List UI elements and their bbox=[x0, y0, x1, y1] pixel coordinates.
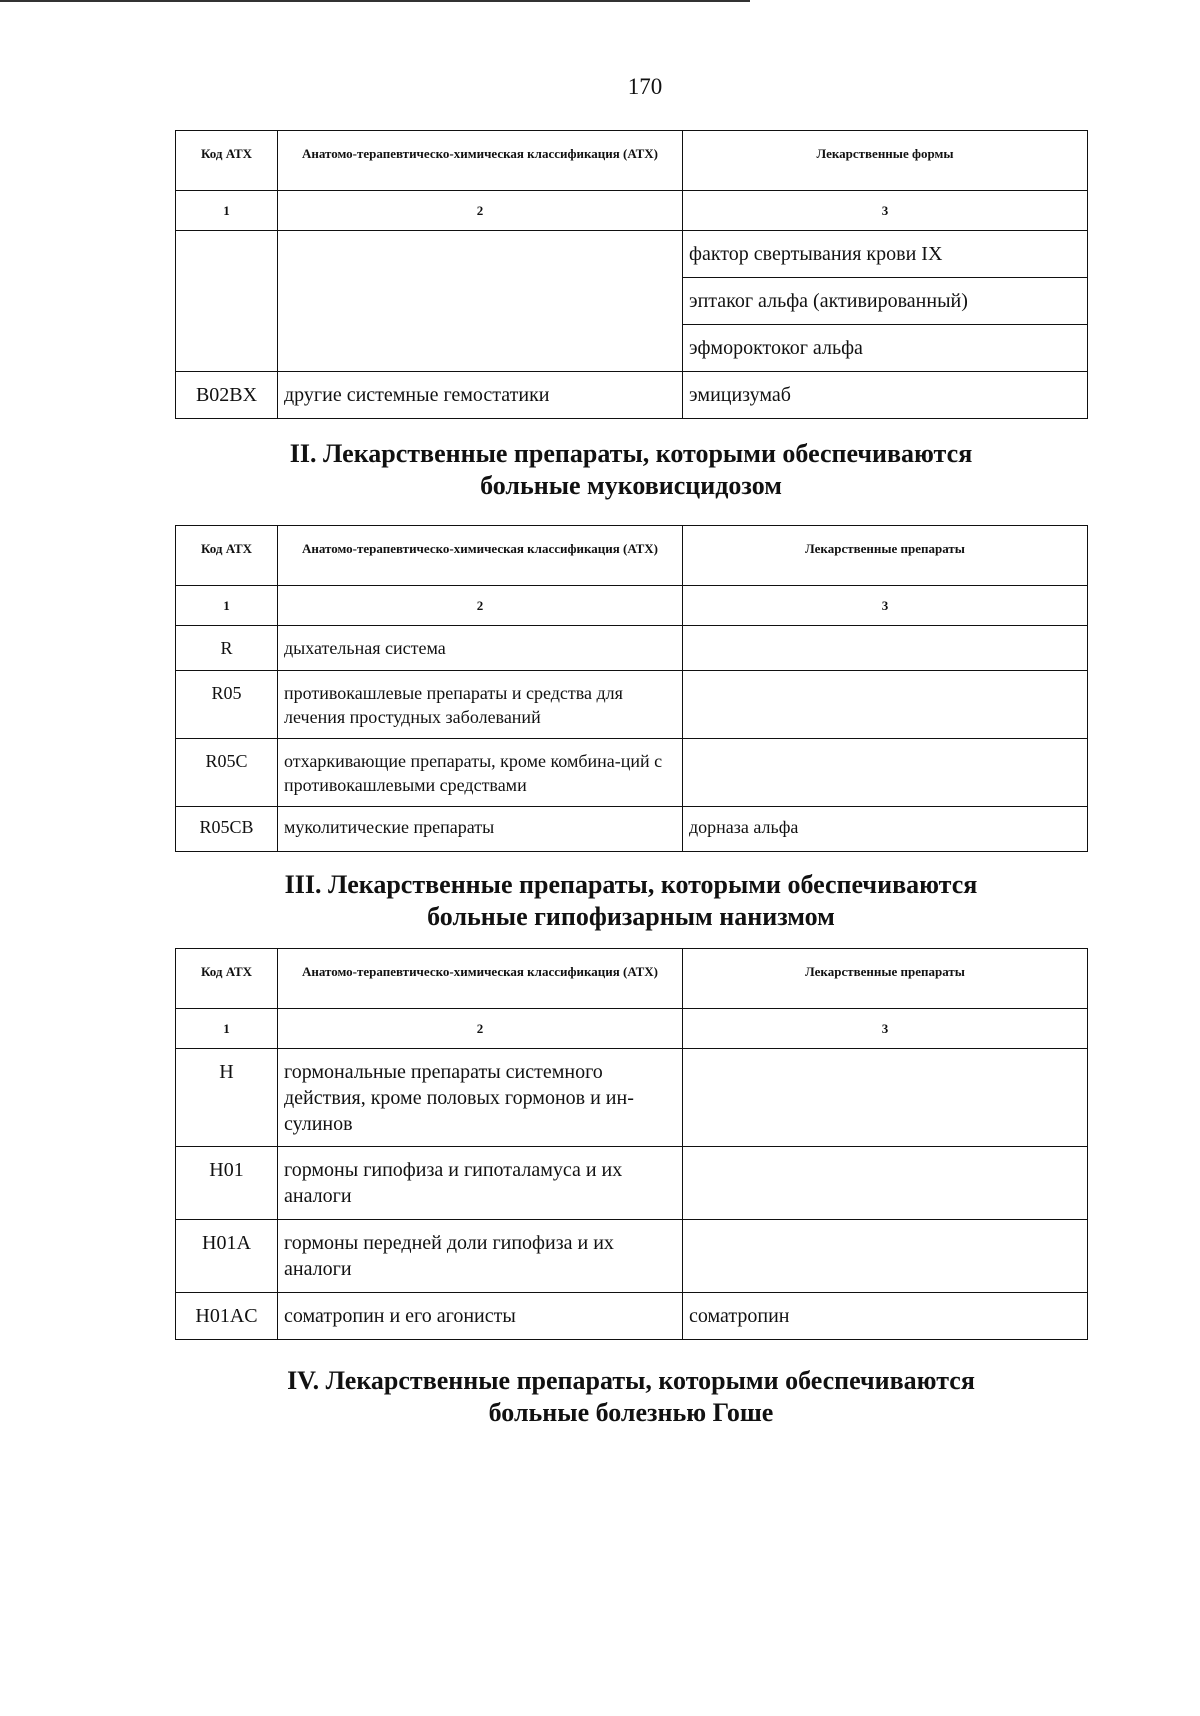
section-title-line: IV. Лекарственные препараты, которыми обеспечиваются bbox=[287, 1366, 975, 1395]
row-name: соматропин и его агонисты bbox=[278, 1293, 683, 1340]
row-drug: соматропин bbox=[683, 1293, 1088, 1340]
section-title-pituitary-dwarfism bbox=[175, 869, 1087, 933]
section-title-line: больные болезнью Гоше bbox=[488, 1398, 774, 1427]
section-title-cystic-fibrosis bbox=[175, 438, 1087, 502]
row-name: противокашлевые препараты и средства для лечения простудных заболеваний bbox=[278, 671, 683, 739]
col-num-3: 3 bbox=[683, 1009, 1088, 1049]
row-drug: эфмороктоког альфа bbox=[683, 325, 1088, 372]
row-name: гормональные препараты системного действия, кроме половых гормонов и ин-сулинов bbox=[278, 1049, 683, 1147]
row-code: R05 bbox=[176, 671, 278, 739]
row-drug: эптаког альфа (активированный) bbox=[683, 278, 1088, 325]
table-header-row bbox=[176, 949, 1088, 1009]
row-code: H01A bbox=[176, 1220, 278, 1293]
table-row bbox=[176, 626, 1088, 671]
row-drug bbox=[683, 671, 1088, 739]
table-header-row bbox=[176, 526, 1088, 586]
col-num-2: 2 bbox=[278, 586, 683, 626]
scan-border-line bbox=[0, 0, 750, 2]
row-drug bbox=[683, 1220, 1088, 1293]
table-row bbox=[176, 739, 1088, 807]
table-row bbox=[176, 1049, 1088, 1147]
row-code: H bbox=[176, 1049, 278, 1147]
col-num-2: 2 bbox=[278, 191, 683, 231]
row-drug: дорназа альфа bbox=[683, 807, 1088, 852]
table-row bbox=[176, 231, 1088, 278]
col-num-1: 1 bbox=[176, 586, 278, 626]
header-classification: Анатомо-терапевтическо-химическая классификация (АТХ) bbox=[278, 526, 683, 586]
row-code: R bbox=[176, 626, 278, 671]
section-title-line: III. Лекарственные препараты, которыми обеспечиваются bbox=[284, 870, 978, 899]
row-drug bbox=[683, 739, 1088, 807]
row-code: R05CB bbox=[176, 807, 278, 852]
table-row bbox=[176, 1220, 1088, 1293]
table-header-row bbox=[176, 131, 1088, 191]
col-num-3: 3 bbox=[683, 586, 1088, 626]
header-classification: Анатомо-терапевтическо-химическая классификация (АТХ) bbox=[278, 131, 683, 191]
row-drug: эмицизумаб bbox=[683, 372, 1088, 419]
col-num-1: 1 bbox=[176, 191, 278, 231]
table-row bbox=[176, 807, 1088, 852]
section-title-gaucher-disease bbox=[175, 1365, 1087, 1429]
section-title-line: II. Лекарственные препараты, которыми обеспечиваются bbox=[289, 439, 973, 468]
page-number: 170 bbox=[627, 74, 663, 99]
row-name: отхаркивающие препараты, кроме комбина-ций с противокашлевыми средствами bbox=[278, 739, 683, 807]
row-code: B02BX bbox=[176, 372, 278, 419]
row-drug: фактор свертывания крови IX bbox=[683, 231, 1088, 278]
table-row bbox=[176, 372, 1088, 419]
table-row bbox=[176, 1293, 1088, 1340]
header-classification: Анатомо-терапевтическо-химическая классификация (АТХ) bbox=[278, 949, 683, 1009]
col-num-3: 3 bbox=[683, 191, 1088, 231]
row-code: R05C bbox=[176, 739, 278, 807]
column-number-row bbox=[176, 191, 1088, 231]
header-code: Код АТХ bbox=[176, 131, 278, 191]
table-row bbox=[176, 1147, 1088, 1220]
section-title-line: больные муковисцидозом bbox=[480, 471, 782, 500]
row-drug bbox=[683, 626, 1088, 671]
header-drugs: Лекарственные препараты bbox=[683, 526, 1088, 586]
row-name: муколитические препараты bbox=[278, 807, 683, 852]
col-num-1: 1 bbox=[176, 1009, 278, 1049]
row-name bbox=[278, 231, 683, 372]
row-code bbox=[176, 231, 278, 372]
table-row bbox=[176, 671, 1088, 739]
table-blood-coagulation-continued bbox=[175, 130, 1088, 419]
table-pituitary-dwarfism bbox=[175, 948, 1088, 1340]
column-number-row bbox=[176, 1009, 1088, 1049]
row-code: H01AC bbox=[176, 1293, 278, 1340]
row-name: гормоны передней доли гипофиза и их аналоги bbox=[278, 1220, 683, 1293]
table-cystic-fibrosis bbox=[175, 525, 1088, 852]
col-num-2: 2 bbox=[278, 1009, 683, 1049]
row-name: другие системные гемостатики bbox=[278, 372, 683, 419]
row-name: гормоны гипофиза и гипоталамуса и их аналоги bbox=[278, 1147, 683, 1220]
row-drug bbox=[683, 1049, 1088, 1147]
section-title-line: больные гипофизарным нанизмом bbox=[427, 902, 835, 931]
header-code: Код АТХ bbox=[176, 526, 278, 586]
row-name: дыхательная система bbox=[278, 626, 683, 671]
row-drug bbox=[683, 1147, 1088, 1220]
column-number-row bbox=[176, 586, 1088, 626]
header-drugs: Лекарственные препараты bbox=[683, 949, 1088, 1009]
row-code: H01 bbox=[176, 1147, 278, 1220]
header-forms: Лекарственные формы bbox=[683, 131, 1088, 191]
header-code: Код АТХ bbox=[176, 949, 278, 1009]
